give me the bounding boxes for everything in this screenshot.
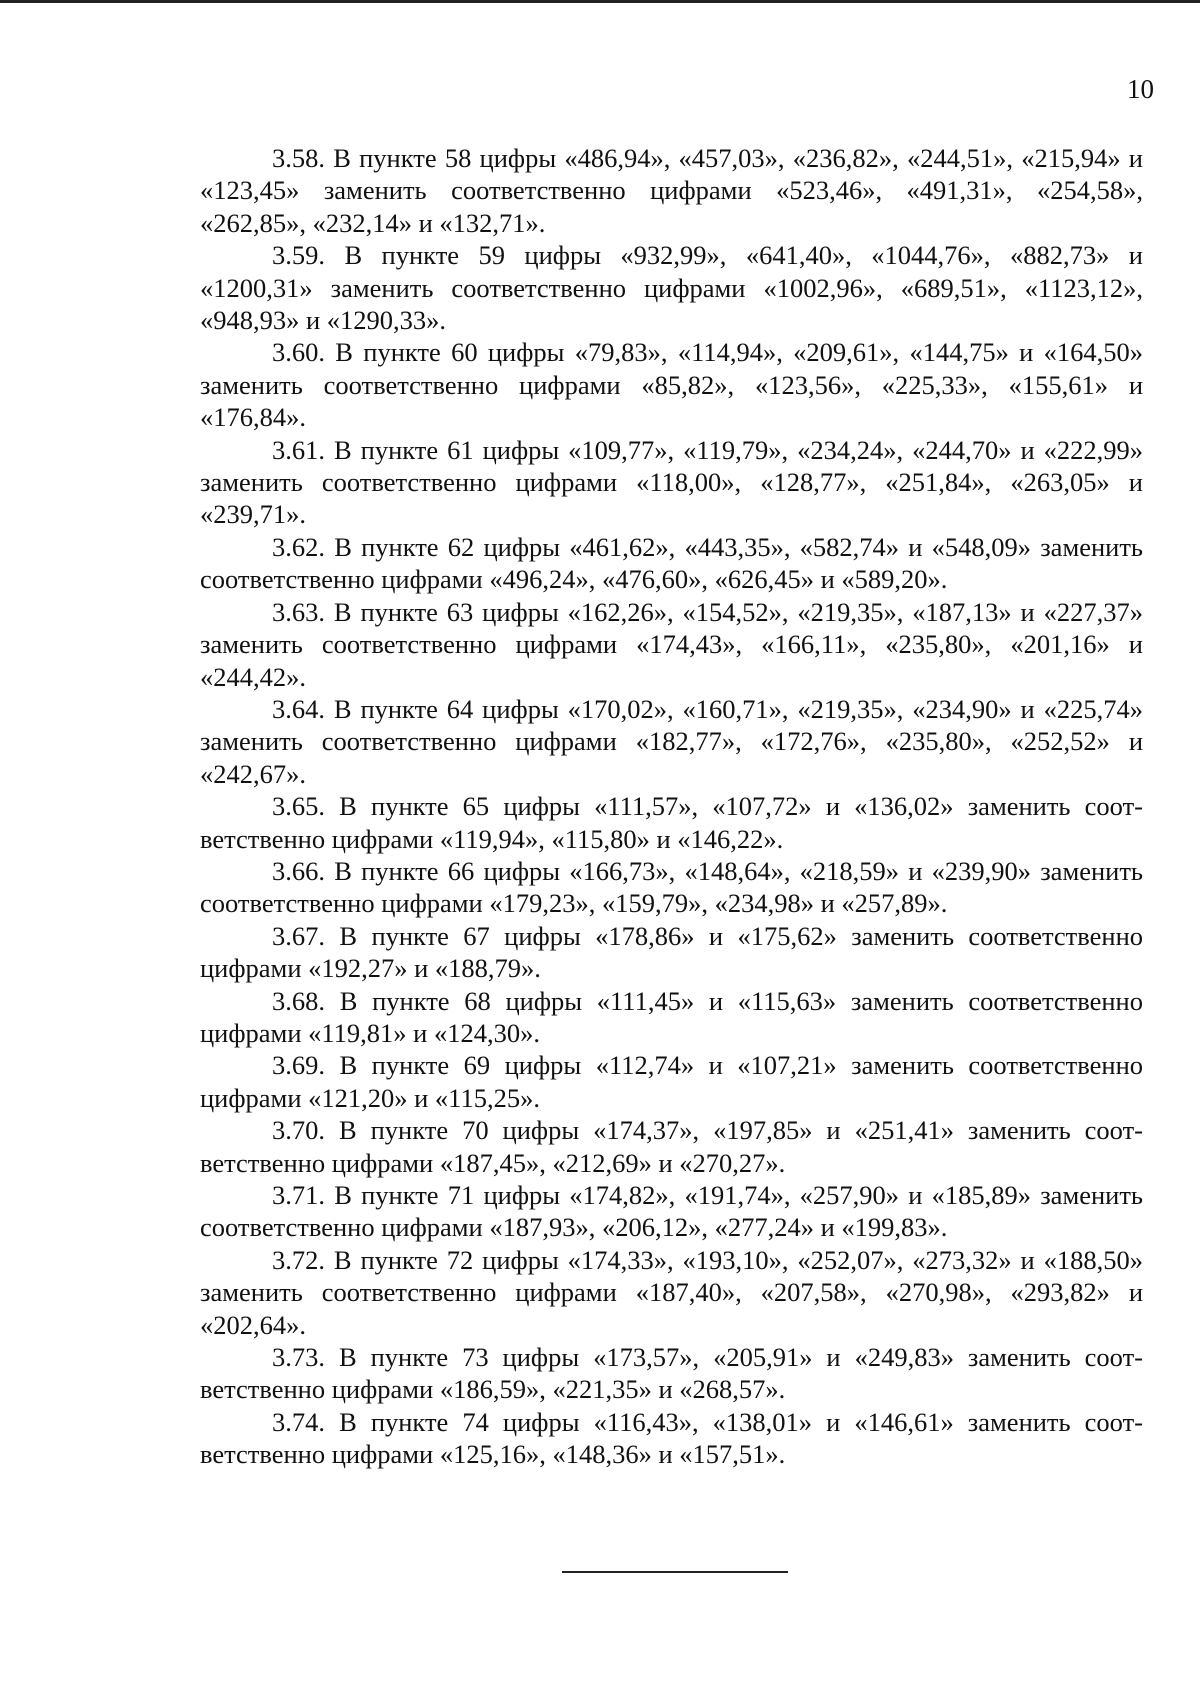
page-number: 10 <box>1127 74 1154 104</box>
paragraph-3-70: 3.70. В пункте 70 цифры «174,37», «197,85» и «251,41» заменить соответственно цифрами «187,45», «212,69» и «270,27». <box>200 1115 1143 1178</box>
end-of-document-line <box>562 1571 788 1573</box>
paragraph-3-67: 3.67. В пункте 67 цифры «178,86» и «175,62» заменить соответственно цифрами «192,27» и «188,79». <box>200 920 1143 984</box>
paragraph-3-68: 3.68. В пункте 68 цифры «111,45» и «115,63» заменить соответственно цифрами «119,81» и «124,30». <box>200 985 1143 1048</box>
paragraph-3-73: 3.73. В пункте 73 цифры «173,57», «205,91» и «249,83» заменить соответственно цифрами «186,59», «221,35» и «268,57». <box>200 1342 1143 1405</box>
paragraph-3-69: 3.69. В пункте 69 цифры «112,74» и «107,21» заменить соответственно цифрами «121,20» и «115,25». <box>200 1050 1143 1113</box>
paragraph-3-74: 3.74. В пункте 74 цифры «116,43», «138,01» и «146,61» заменить соответственно цифрами «125,16», «148,36» и «157,51». <box>200 1406 1143 1470</box>
paragraph-3-72: 3.72. В пункте 72 цифры «174,33», «193,10», «252,07», «273,32» и «188,50» заменить соответственно цифрами «187,40», «207,58», «270,98», «293,82» и «202,64». <box>200 1244 1143 1340</box>
paragraph-3-64: 3.64. В пункте 64 цифры «170,02», «160,71», «219,35», «234,90» и «225,74» заменить соответственно цифрами «182,77», «172,76», «235,80», «252,52» и «242,67». <box>200 693 1143 789</box>
paragraph-3-62: 3.62. В пункте 62 цифры «461,62», «443,35», «582,74» и «548,09» заменить соответственно цифрами «496,24», «476,60», «626,45» и «589,20». <box>200 531 1143 595</box>
paragraph-3-60: 3.60. В пункте 60 цифры «79,83», «114,94», «209,61», «144,75» и «164,50» заменить соответственно цифрами «85,82», «123,56», «225,33», «155,61» и «176,84». <box>200 337 1143 433</box>
paragraph-3-61: 3.61. В пункте 61 цифры «109,77», «119,79», «234,24», «244,70» и «222,99» заменить соответственно цифрами «118,00», «128,77», «251,84», «263,05» и «239,71». <box>200 434 1143 530</box>
paragraph-3-66: 3.66. В пункте 66 цифры «166,73», «148,64», «218,59» и «239,90» заменить соответственно цифрами «179,23», «159,79», «234,98» и «257,89». <box>200 855 1143 919</box>
document-body <box>200 142 1143 1471</box>
paragraph-3-71: 3.71. В пункте 71 цифры «174,82», «191,74», «257,90» и «185,89» заменить соответственно цифрами «187,93», «206,12», «277,24» и «199,83». <box>200 1180 1143 1243</box>
paragraph-3-63: 3.63. В пункте 63 цифры «162,26», «154,52», «219,35», «187,13» и «227,37» заменить соответственно цифрами «174,43», «166,11», «235,80», «201,16» и «244,42». <box>200 596 1143 692</box>
paragraph-3-65: 3.65. В пункте 65 цифры «111,57», «107,72» и «136,02» заменить соответственно цифрами «119,94», «115,80» и «146,22». <box>200 791 1143 854</box>
top-border-line <box>0 0 1200 3</box>
paragraph-3-58: 3.58. В пункте 58 цифры «486,94», «457,03», «236,82», «244,51», «215,94» и «123,45» заменить соответственно цифрами «523,46», «491,31», «254,58», «262,85», «232,14» и «132,71». <box>200 143 1143 238</box>
paragraph-3-59: 3.59. В пункте 59 цифры «932,99», «641,40», «1044,76», «882,73» и «1200,31» заменить соответственно цифрами «1002,96», «689,51», «1123,12», «948,93» и «1290,33». <box>200 240 1143 336</box>
